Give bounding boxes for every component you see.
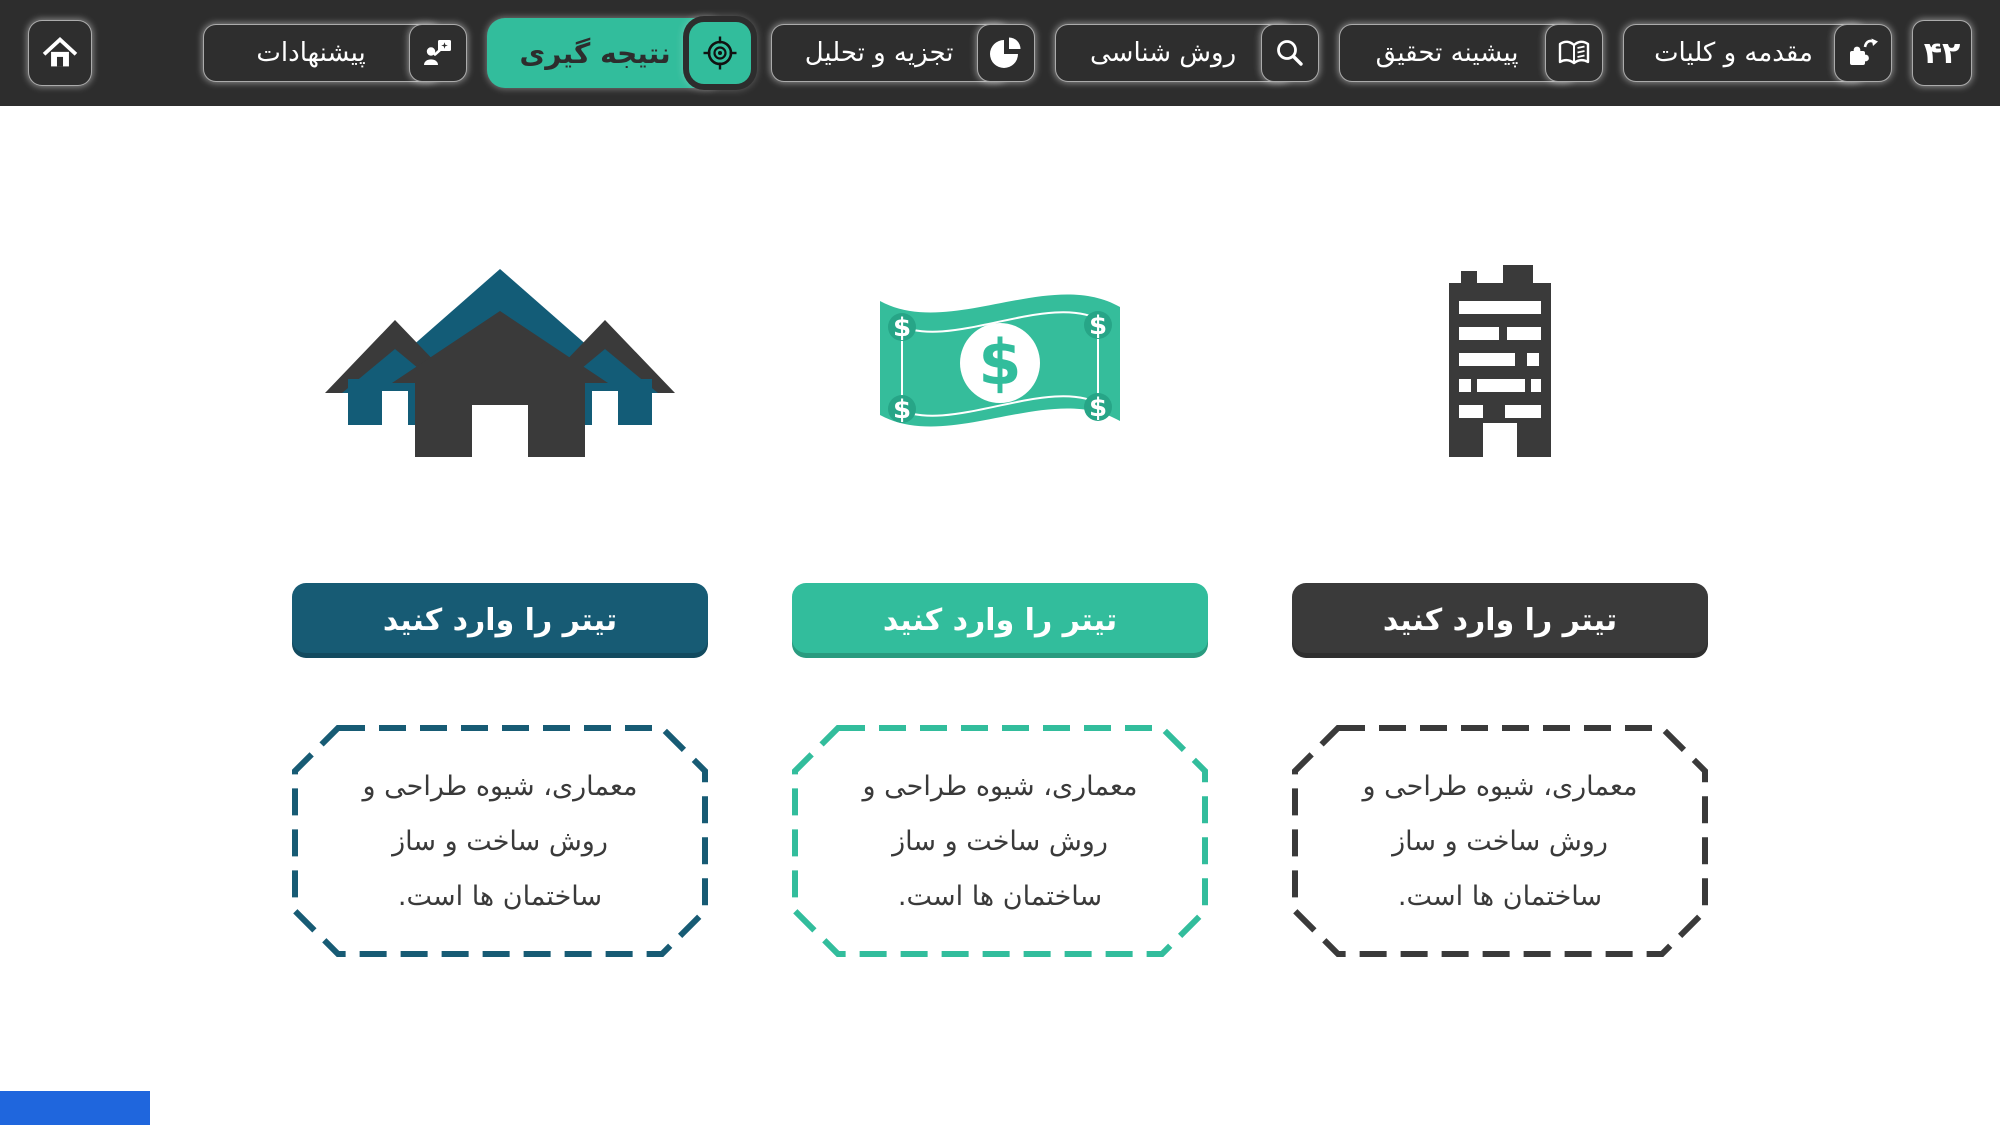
title-button[interactable]: تیتر را وارد کنید: [792, 583, 1208, 658]
money-bill-icon: [792, 265, 1208, 457]
tab-methodology[interactable]: [1055, 24, 1293, 82]
svg-text:$: $: [978, 326, 1022, 399]
open-book-icon: [1545, 24, 1603, 82]
tab-label[interactable]: نتیجه گیری: [487, 18, 725, 88]
houses-icon: [292, 265, 708, 457]
description-box: [1292, 725, 1708, 957]
description-text: معماری، شیوه طراحی و روش ساخت و ساز ساختمان ها است.: [862, 770, 1138, 912]
svg-text:$: $: [1088, 311, 1108, 341]
pie-chart-icon: [977, 24, 1035, 82]
magnifier-icon: [1261, 24, 1319, 82]
tab-research-background[interactable]: [1339, 24, 1577, 82]
bottom-left-blue-bar: [0, 1091, 150, 1125]
tab-conclusion-active[interactable]: [487, 18, 725, 88]
page-number-badge: [1912, 20, 1972, 86]
home-button[interactable]: [28, 20, 92, 86]
top-navigation-bar: [0, 0, 2000, 106]
puzzle-arrow-icon: [1834, 24, 1892, 82]
title-button[interactable]: تیتر را وارد کنید: [1292, 583, 1708, 658]
tab-suggestions[interactable]: [203, 24, 441, 82]
description-text: معماری، شیوه طراحی و روش ساخت و ساز ساختمان ها است.: [362, 770, 638, 912]
column-houses: [292, 265, 708, 957]
description-text: معماری، شیوه طراحی و روش ساخت و ساز ساختمان ها است.: [1362, 770, 1638, 912]
svg-text:$: $: [1088, 393, 1108, 423]
description-box: [792, 725, 1208, 957]
column-building: [1292, 265, 1708, 957]
tab-label[interactable]: تجزیه و تحلیل: [771, 24, 1009, 82]
target-icon: [689, 22, 751, 84]
tab-label[interactable]: پیشنهادات: [203, 24, 441, 82]
tab-label[interactable]: روش شناسی: [1055, 24, 1293, 82]
description-box: [292, 725, 708, 957]
tab-analysis[interactable]: [771, 24, 1009, 82]
tab-label[interactable]: پیشینه تحقیق: [1339, 24, 1577, 82]
page-number: ۴۲: [1923, 35, 1961, 71]
presenter-icon: [409, 24, 467, 82]
svg-text:$: $: [892, 313, 912, 343]
home-icon: [41, 34, 79, 72]
building-icon: [1292, 265, 1708, 457]
column-money: [792, 265, 1208, 957]
tab-label[interactable]: مقدمه و کلیات: [1623, 24, 1866, 82]
tab-introduction[interactable]: [1623, 24, 1866, 82]
content-columns: [0, 265, 2000, 957]
title-button[interactable]: تیتر را وارد کنید: [292, 583, 708, 658]
svg-text:$: $: [892, 395, 912, 425]
